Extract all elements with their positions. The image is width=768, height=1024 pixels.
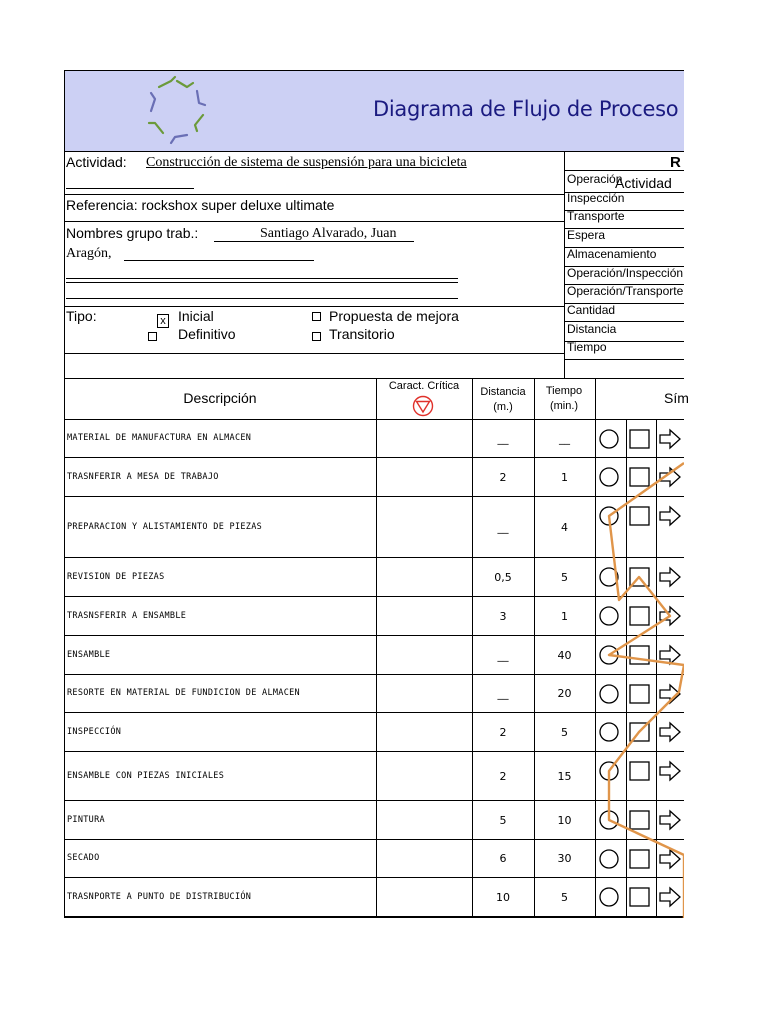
summary-item: Tiempo xyxy=(567,340,607,355)
inspection-square-icon xyxy=(630,685,649,703)
col-distancia-header-2: (m.) xyxy=(493,401,513,413)
tipo-inicial-label: Inicial xyxy=(178,308,214,324)
row-descripcion: REVISION DE PIEZAS xyxy=(67,571,165,582)
row-tiempo: 4 xyxy=(561,520,568,534)
nombres-value-line1[interactable]: Santiago Alvarado, Juan xyxy=(260,226,397,241)
row-descripcion: ENSAMBLE xyxy=(67,649,111,660)
row-distancia: __ xyxy=(497,648,509,662)
col-tiempo-header-2: (min.) xyxy=(549,400,579,412)
row-tiempo: 40 xyxy=(557,648,572,662)
row-tiempo: 5 xyxy=(561,570,568,584)
row-descripcion: MATERIAL DE MANUFACTURA EN ALMACEN xyxy=(67,433,252,443)
row-descripcion: TRASNPORTE A PUNTO DE DISTRIBUCIÓN xyxy=(67,891,252,902)
row-distancia: 6 xyxy=(499,852,507,865)
row-descripcion: ENSAMBLE CON PIEZAS INICIALES xyxy=(67,770,225,781)
col-tiempo-header-1: Tiempo xyxy=(545,385,583,397)
row-distancia: __ xyxy=(497,520,509,534)
inspection-square-icon xyxy=(630,507,649,525)
inspection-square-icon xyxy=(630,811,649,829)
row-tiempo: 5 xyxy=(561,725,568,739)
actividad-value[interactable]: Construcción de sistema de suspensión para una bicicleta xyxy=(146,155,467,170)
col-caract-header: Caract. Crítica xyxy=(388,380,460,392)
inspection-square-icon xyxy=(630,607,649,625)
transport-arrow-icon xyxy=(660,568,680,586)
row-tiempo: 20 xyxy=(557,687,572,700)
inspection-square-icon xyxy=(630,646,649,664)
row-tiempo: __ xyxy=(559,432,570,445)
inspection-square-icon xyxy=(630,762,649,780)
row-descripcion: PREPARACION Y ALISTAMIENTO DE PIEZAS xyxy=(67,521,263,532)
row-distancia: 10 xyxy=(496,890,510,904)
row-tiempo: 30 xyxy=(557,852,572,865)
symbol-layer xyxy=(64,70,684,918)
transport-arrow-icon xyxy=(660,811,680,829)
row-distancia: 2 xyxy=(499,470,507,484)
row-tiempo: 10 xyxy=(557,813,572,827)
row-tiempo: 1 xyxy=(561,470,568,484)
summary-item: Operación/Inspección xyxy=(567,265,684,280)
tipo-label: Tipo: xyxy=(66,308,97,324)
tipo-definitivo-label: Definitivo xyxy=(178,326,236,342)
summary-header-letter: R xyxy=(670,154,681,171)
operation-circle-icon xyxy=(600,888,618,906)
summary-item: Inspección xyxy=(567,190,625,205)
row-distancia: 5 xyxy=(499,813,507,827)
operation-circle-icon xyxy=(600,723,618,741)
summary-actividad-header: Actividad xyxy=(615,175,672,191)
tipo-transitorio-label: Transitorio xyxy=(329,326,395,342)
row-descripcion: TRASNFERIR A MESA DE TRABAJO xyxy=(67,471,219,482)
summary-item: Espera xyxy=(567,228,606,243)
transport-arrow-icon xyxy=(660,723,680,741)
nombres-label: Nombres grupo trab.: xyxy=(66,225,199,241)
operation-circle-icon xyxy=(600,430,618,448)
row-distancia: 0,5 xyxy=(494,570,512,584)
operation-circle-icon xyxy=(600,850,618,868)
col-descripcion-header: Descripción xyxy=(183,390,257,406)
inspection-square-icon xyxy=(630,468,649,486)
operation-circle-icon xyxy=(600,468,618,486)
row-tiempo: 15 xyxy=(557,769,572,783)
row-distancia: 2 xyxy=(499,769,507,783)
page-title: Diagrama de Flujo de Proceso xyxy=(373,97,679,121)
inspection-square-icon xyxy=(630,850,649,868)
summary-item: Operación/Transporte xyxy=(567,284,684,299)
operation-circle-icon xyxy=(600,685,618,703)
summary-item: Distancia xyxy=(567,321,617,336)
transport-arrow-icon xyxy=(660,430,680,448)
row-distancia: 3 xyxy=(499,609,507,623)
row-distancia: 2 xyxy=(499,725,507,739)
summary-item: Cantidad xyxy=(567,302,616,317)
transport-arrow-icon xyxy=(660,762,680,780)
col-distancia-header-1: Distancia xyxy=(480,386,526,398)
referencia-field[interactable]: Referencia: rockshox super deluxe ultimate xyxy=(66,197,335,213)
row-tiempo: 5 xyxy=(561,890,568,904)
operation-circle-icon xyxy=(600,607,618,625)
tipo-inicial-checkbox[interactable]: x xyxy=(157,314,169,328)
transport-arrow-icon xyxy=(660,888,680,906)
transport-arrow-icon xyxy=(660,507,680,525)
inspection-square-icon xyxy=(630,888,649,906)
process-flow-sheet xyxy=(64,70,689,918)
nombres-value-line2[interactable]: Aragón, xyxy=(66,246,112,261)
summary-item: Operación xyxy=(567,172,623,186)
summary-item: Almacenamiento xyxy=(567,246,657,261)
row-descripcion: RESORTE EN MATERIAL DE FUNDICION DE ALMACEN xyxy=(67,688,300,698)
row-descripcion: INSPECCIÓN xyxy=(67,726,122,737)
summary-item: Transporte xyxy=(567,209,625,224)
row-descripcion: SECADO xyxy=(67,853,100,863)
row-distancia: __ xyxy=(497,687,509,700)
inspection-square-icon xyxy=(630,430,649,448)
row-descripcion: PINTURA xyxy=(67,814,105,825)
row-descripcion: TRASNSFERIR A ENSAMBLE xyxy=(67,610,187,621)
row-tiempo: 1 xyxy=(561,609,568,623)
col-simbolos-header: Sím xyxy=(664,390,689,406)
row-distancia: __ xyxy=(497,432,509,445)
actividad-label: Actividad: xyxy=(66,154,127,170)
tipo-propuesta-label: Propuesta de mejora xyxy=(329,308,459,324)
